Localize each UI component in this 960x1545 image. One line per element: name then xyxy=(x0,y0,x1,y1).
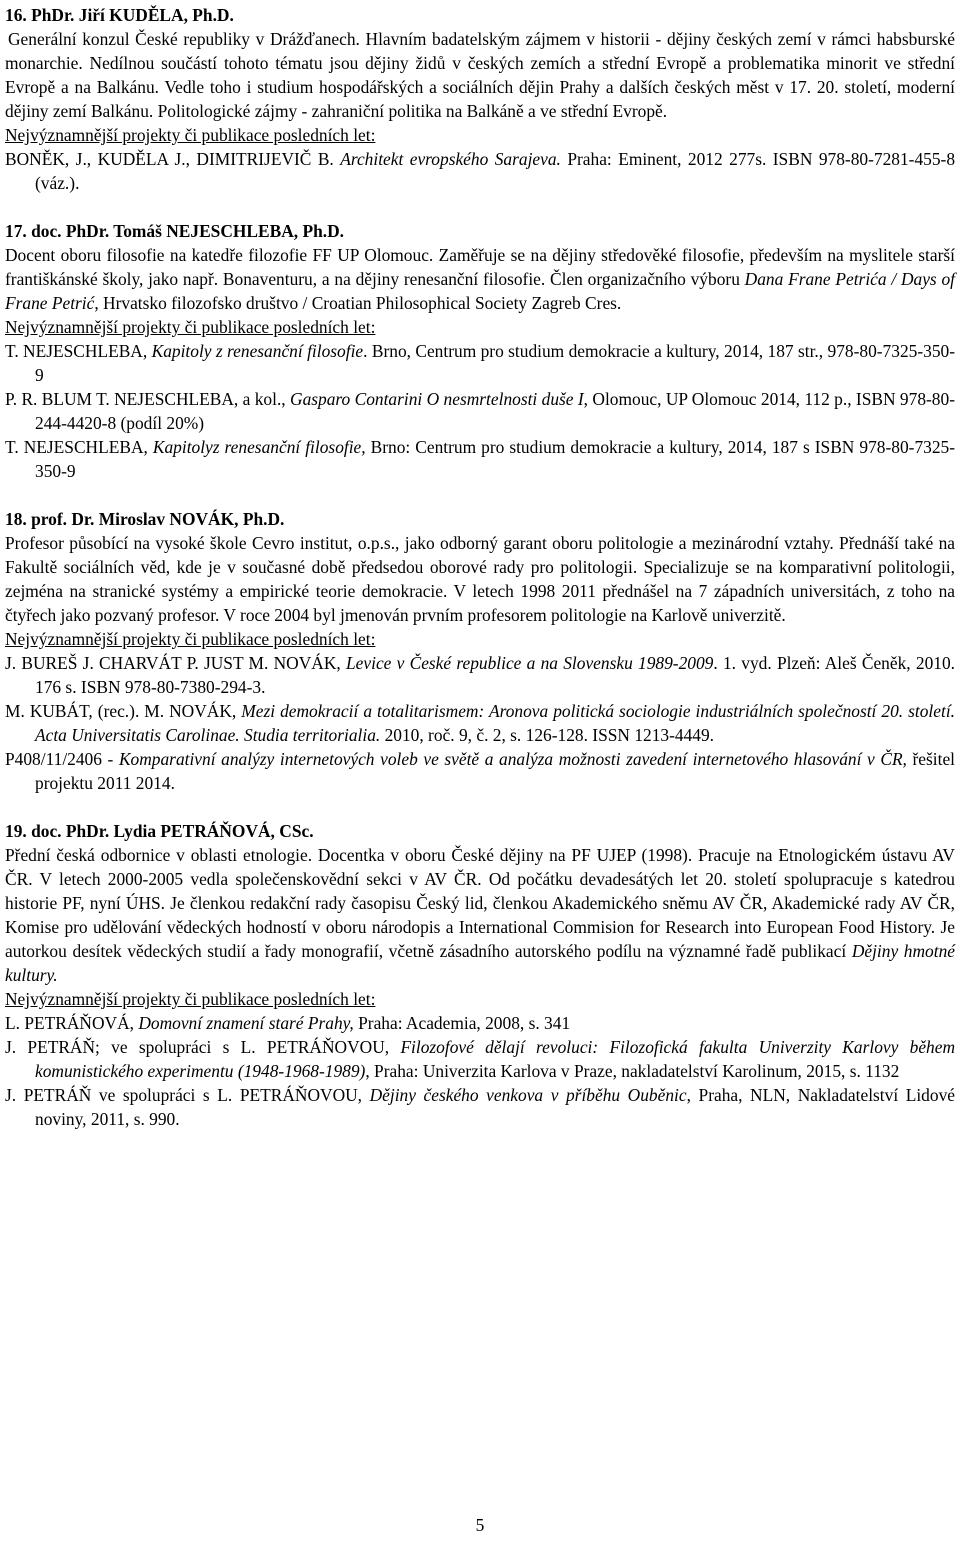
profile-heading: 19. doc. PhDr. Lydia PETRÁŇOVÁ, CSc. xyxy=(5,821,314,841)
section-title: Nejvýznamnější projekty či publikace posledních let: xyxy=(5,629,376,649)
publication-item: L. PETRÁŇOVÁ, Domovní znamení staré Prahy, Praha: Academia, 2008, s. 341 xyxy=(5,1013,571,1033)
profile-entry-16 xyxy=(5,3,955,195)
profile-entry-18 xyxy=(5,507,955,795)
publication-item: J. BUREŠ J. CHARVÁT P. JUST M. NOVÁK, Levice v České republice a na Slovensku 1989-2009. 1. vyd. Plzeň: Aleš Čeněk, 2010. 176 s. ISBN 978-80-7380-294-3. xyxy=(5,653,956,697)
publication-item: T. NEJESCHLEBA, Kapitolyz renesanční filosofie, Brno: Centrum pro studium demokracie a kultury, 2014, 187 s ISBN 978-80-7325-350-9 xyxy=(5,437,956,481)
section-title: Nejvýznamnější projekty či publikace posledních let: xyxy=(5,125,376,145)
publication-item: J. PETRÁŇ; ve spolupráci s L. PETRÁŇOVOU, Filozofové dělají revoluci: Filozofická fakulta Univerzity Karlovy během komunistického experimentu (1948-1968-1989), Praha: Univerzita Karlova v Praze, nakladatelství Karolinum, 2015, s. 1132 xyxy=(5,1037,956,1081)
section-title: Nejvýznamnější projekty či publikace posledních let: xyxy=(5,317,376,337)
publication-item: T. NEJESCHLEBA, Kapitoly z renesanční filosofie. Brno, Centrum pro studium demokracie a kultury, 2014, 187 str., 978-80-7325-350-9 xyxy=(5,341,956,385)
publication-item: P. R. BLUM T. NEJESCHLEBA, a kol., Gasparo Contarini O nesmrtelnosti duše I, Olomouc, UP Olomouc 2014, 112 p., ISBN 978-80-244-4420-8 (podíl 20%) xyxy=(5,389,955,433)
profile-bio: Profesor působící na vysoké škole Cevro institut, o.p.s., jako odborný garant oboru politologie a mezinárodní vztahy. Přednáší také na Fakultě sociálních věd, kde je v současné době předsedou oborové rady pro politologii. Specializuje se na komparativní politologii, zejména na stranické systémy a empirické teorie demokracie. V letech 1998 2011 přednášel na 7 západních universitách, z toho na čtyřech jako pozvaný profesor. V roce 2004 byl jmenován prvním profesorem politologie na Karlově univerzitě. xyxy=(5,533,955,625)
section-title: Nejvýznamnější projekty či publikace posledních let: xyxy=(5,989,376,1009)
publication-item: BONĚK, J., KUDĚLA J., DIMITRIJEVIČ B. Architekt evropského Sarajeva. Praha: Eminent, 2012 277s. ISBN 978-80-7281-455-8 (váz.). xyxy=(5,149,956,193)
profile-bio: Generální konzul České republiky v Drážďanech. Hlavním badatelským zájmem v historii - dějiny českých zemí v rámci habsburské monarchie. Nedílnou součástí tohoto tématu jsou dějiny židů v českých zemích a střední Evropě a problematika minorit ve střední Evropě a na Balkánu. Vedle toho i studium hospodářských a sociálních dějin Prahy a dalších českých měst v 17. 20. století, moderní dějiny zemí Balkánu. Politologické zájmy - zahraniční politika na Balkáně a ve střední Evropě. xyxy=(5,29,955,121)
publication-item: M. KUBÁT, (rec.). M. NOVÁK, Mezi demokracií a totalitarismem: Aronova politická sociologie industriálních společností 20. století. Acta Universitatis Carolinae. Studia territorialia. 2010, roč. 9, č. 2, s. 126-128. ISSN 1213-4449. xyxy=(5,701,955,745)
profile-bio: Přední česká odbornice v oblasti etnologie. Docentka v oboru České dějiny na PF UJEP (1998). Pracuje na Etnologickém ústavu AV ČR. V letech 2000-2005 vedla společenskovědní sekci v AV ČR. Od počátku devadesátých let 20. století spolupracuje s katedrou historie PF, nyní ÚHS. Je členkou redakční rady časopisu Český lid, členkou Akademického sněmu AV ČR, Akademické rady AV ČR, Komise pro udělování vědeckých hodností v oboru národopis a International Commision for Research into European Food History. Je autorkou desítek vědeckých studií a řady monografií, včetně zásadního autorského podílu na významné řadě publikací Dějiny hmotné kultury. xyxy=(5,845,955,985)
page-number: 5 xyxy=(475,1515,485,1535)
profile-entry-17 xyxy=(5,219,955,483)
profile-heading: 18. prof. Dr. Miroslav NOVÁK, Ph.D. xyxy=(5,509,285,529)
publication-item: P408/11/2406 - Komparativní analýzy internetových voleb ve světě a analýza možnosti zavedení internetového hlasování v ČR, řešitel projektu 2011 2014. xyxy=(5,749,956,793)
profile-heading: 17. doc. PhDr. Tomáš NEJESCHLEBA, Ph.D. xyxy=(5,221,345,241)
publication-item: J. PETRÁŇ ve spolupráci s L. PETRÁŇOVOU, Dějiny českého venkova v příběhu Ouběnic, Praha, NLN, Nakladatelství Lidové noviny, 2011, s. 990. xyxy=(5,1085,955,1129)
profile-entry-19 xyxy=(5,819,955,1131)
profile-heading: 16. PhDr. Jiří KUDĚLA, Ph.D. xyxy=(5,5,234,25)
profile-bio: Docent oboru filosofie na katedře filozofie FF UP Olomouc. Zaměřuje se na dějiny středověké filosofie, především na myslitele starší františkánské školy, jako např. Bonaventuru, a na dějiny renesanční filosofie. Člen organizačního výboru Dana Frane Petrića / Days of Frane Petrić, Hrvatsko filozofsko društvo / Croatian Philosophical Society Zagreb Cres. xyxy=(5,245,955,313)
